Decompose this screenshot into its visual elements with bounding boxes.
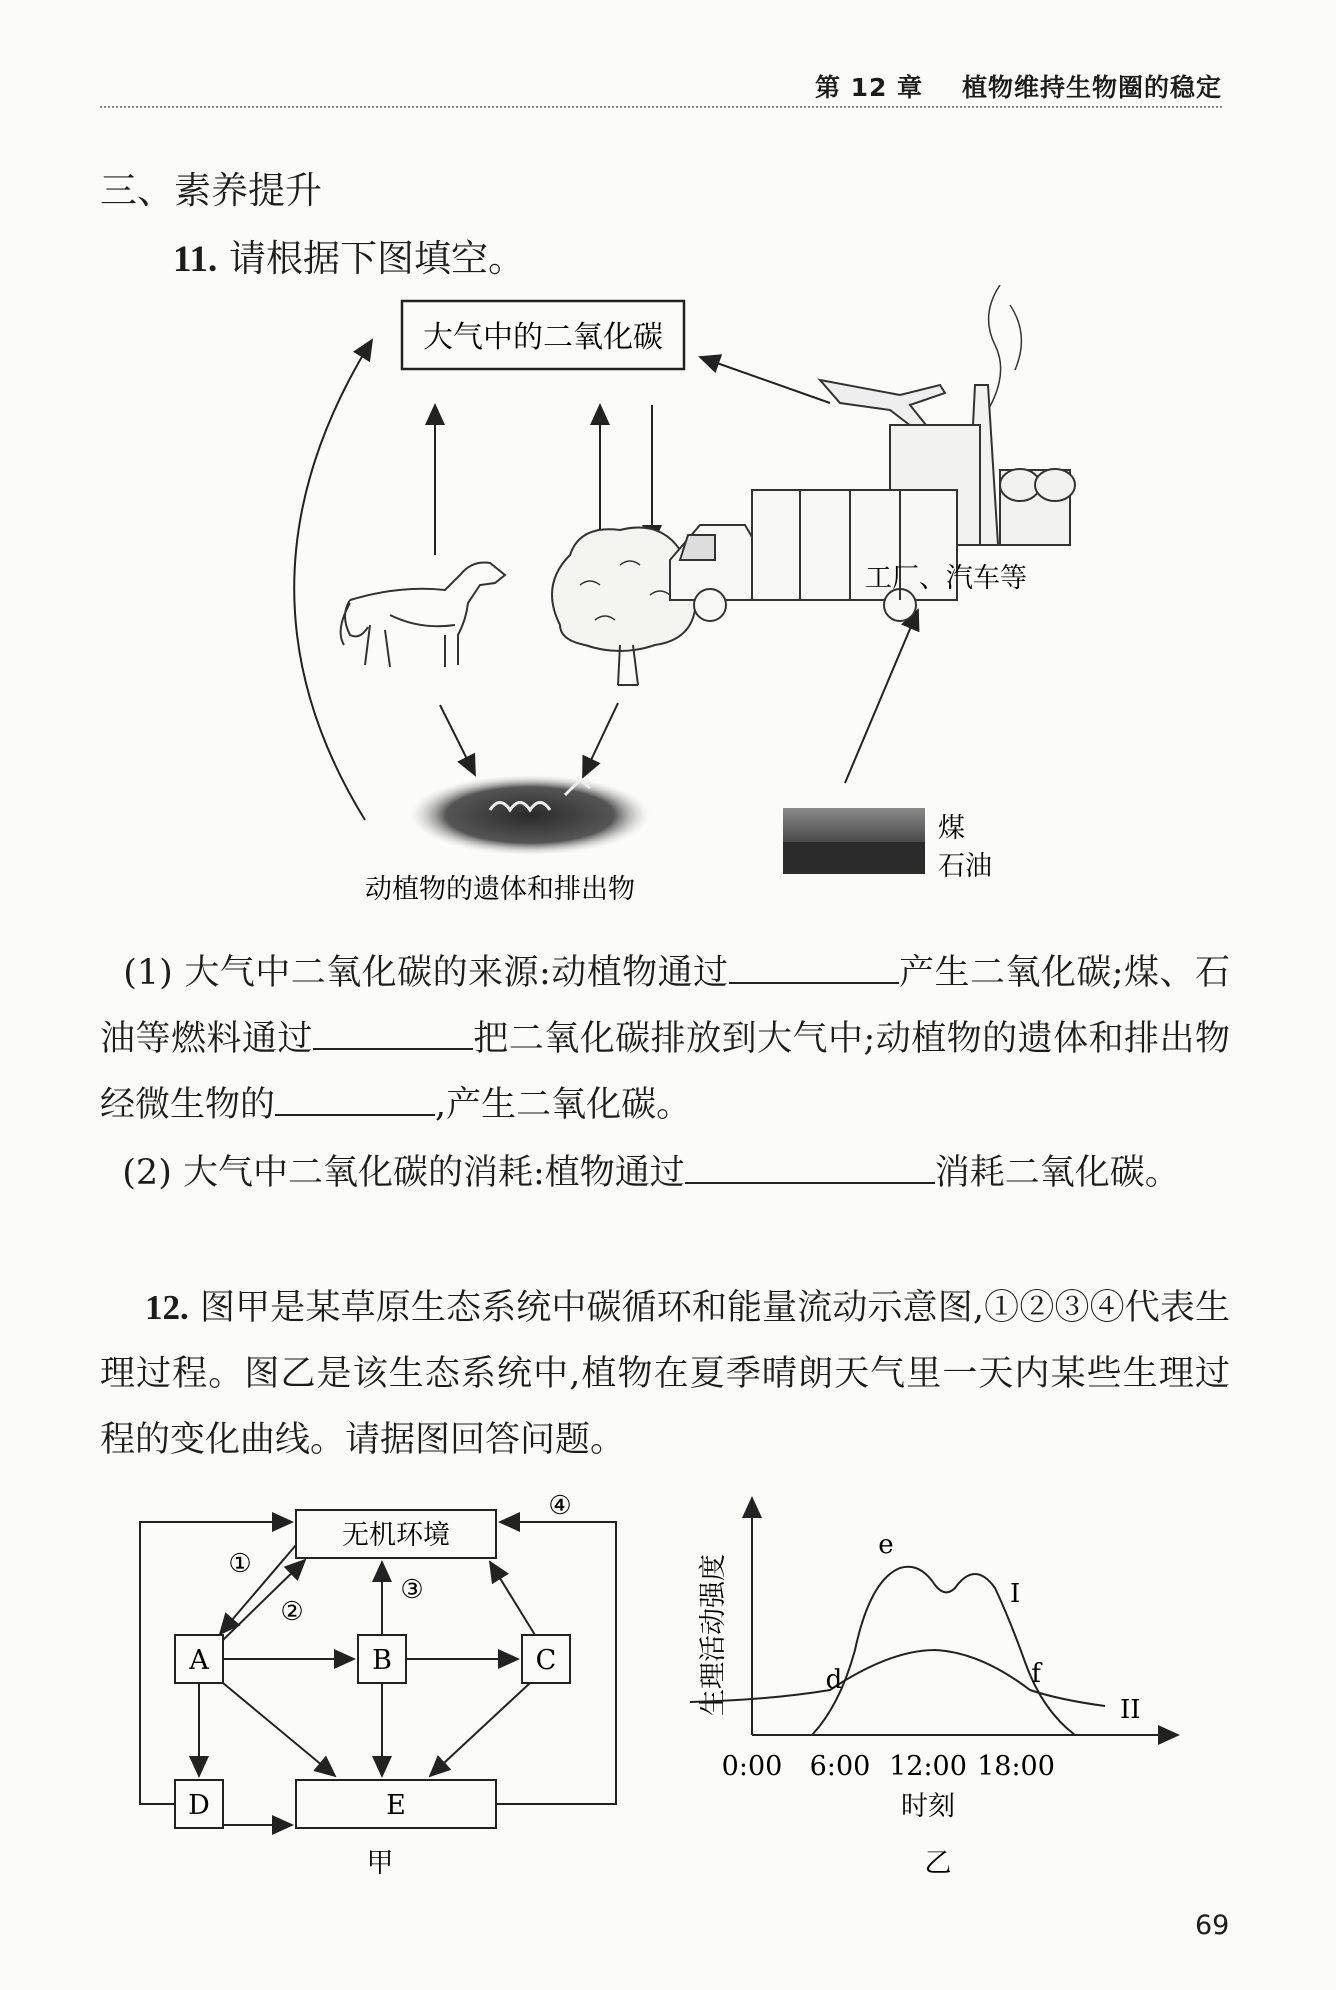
plant-to-remains-arrow [583,703,618,777]
q11-part1 [100,940,1230,1138]
caption-yi: 乙 [924,1848,952,1879]
label-B: B [372,1645,392,1676]
tick-18: 18:00 [977,1751,1055,1782]
blank-photosynthesis[interactable] [685,1146,935,1184]
horse-icon [341,563,505,668]
chapter-title: 植物维持生物圈的稳定 [961,73,1222,102]
label-D: D [188,1790,210,1821]
label-C: C [535,1645,557,1676]
env-label: 无机环境 [342,1520,450,1551]
figure-yi [690,1490,1190,1890]
co2-box-label: 大气中的二氧化碳 [423,320,663,355]
process-3-label: ③ [400,1575,424,1605]
tick-12: 12:00 [889,1751,967,1782]
remains-ground-icon [410,775,650,855]
oil-label: 石油 [938,851,992,882]
point-d: d [825,1665,843,1695]
page-header [100,62,1222,108]
q11-part1-b: 产生二氧化碳;煤、石油等燃料通过 [100,953,1230,1059]
point-f: f [1031,1659,1041,1689]
curve-II-label: II [1120,1695,1141,1725]
a-to-e-arrow [223,1683,335,1776]
process-1-label: ① [228,1549,252,1579]
q11-prompt: 请根据下图填空。 [228,237,525,280]
label-E: E [386,1790,406,1821]
chapter-number: 第 12 章 [814,73,924,102]
q11-part1-a: (1) 大气中二氧化碳的来源:动植物通过 [123,953,729,993]
q11-number: 11. [173,239,218,280]
c-to-e-arrow [430,1683,530,1776]
q12-body: 图甲是某草原生态系统中碳循环和能量流动示意图,①②③④代表生理过程。图乙是该生态系统中,植物在夏季晴朗天气里一天内某些生理过程的变化曲线。请据图回答问题。 [100,1288,1230,1460]
tick-6: 6:00 [809,1751,871,1782]
tick-0: 0:00 [721,1751,783,1782]
q11-part2 [100,1140,1230,1206]
truck-icon [670,490,957,621]
factory-label: 工厂、汽车等 [865,563,1027,594]
figure-jia [130,1490,640,1890]
fuel-to-factory-arrow [845,610,918,783]
y-axis-label: 生理活动强度 [698,1554,729,1716]
carbon-cycle-diagram [240,285,1090,925]
remains-to-co2-arrow [294,340,372,820]
q11-part2-a: (2) 大气中二氧化碳的消耗:植物通过 [122,1153,685,1193]
q11-title [173,228,525,282]
d-to-env-arrow [140,1522,292,1804]
blank-respiration[interactable] [729,946,899,984]
q12-text [100,1275,1230,1473]
caption-jia: 甲 [366,1848,394,1879]
animal-to-remains-arrow [440,705,475,775]
q12-number: 12. [145,1288,189,1327]
q11-part2-b: 消耗二氧化碳。 [934,1153,1180,1193]
factory-to-co2-arrow [700,357,830,403]
coal-layer-icon [783,808,925,842]
c-to-env-arrow [490,1562,535,1635]
remains-label: 动植物的遗体和排出物 [365,874,635,905]
blank-decomposition[interactable] [275,1078,435,1116]
q11-part1-d: ,产生二氧化碳。 [435,1085,692,1125]
page-number: 69 [1195,1910,1230,1941]
q11-part1-c: 把二氧化碳排放到大气中;动植物的遗体和排出物经微生物的 [100,1019,1230,1125]
process-4-label: ④ [548,1491,572,1521]
curve-I-label: I [1010,1579,1021,1609]
label-A: A [189,1645,209,1676]
x-axis-label: 时刻 [901,1791,955,1822]
point-e: e [878,1530,894,1560]
oil-layer-icon [783,842,925,874]
coal-label: 煤 [938,813,965,844]
process-2-label: ② [280,1597,304,1627]
blank-combustion[interactable] [313,1012,473,1050]
section-title: 三、素养提升 [100,169,322,212]
